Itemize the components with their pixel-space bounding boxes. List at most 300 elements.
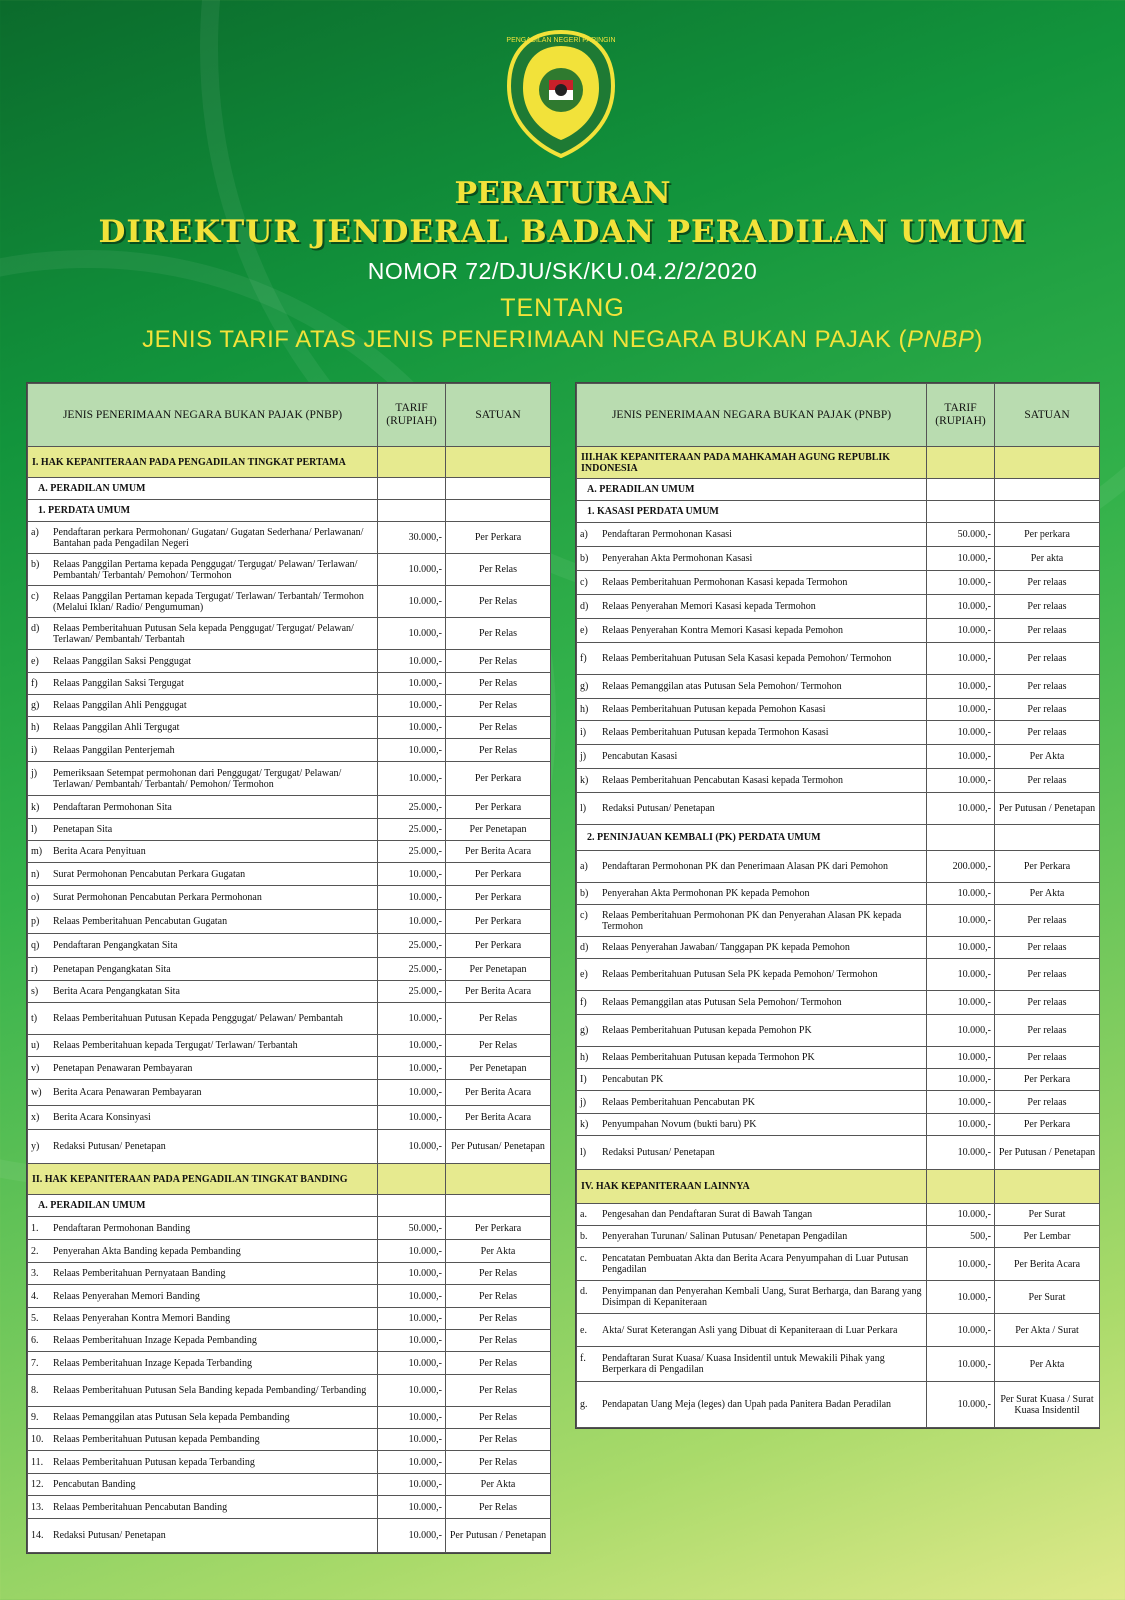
row-text: Pendaftaran perkara Permohonan/ Gugatan/ Gugatan Sederhana/ Perlawanan/ Bantahan pada Pengadilan Negeri bbox=[53, 526, 364, 549]
row-item bbox=[580, 969, 923, 980]
row-description bbox=[28, 1496, 378, 1519]
row-satuan: Per Relas bbox=[446, 1035, 551, 1057]
row-text: Penyerahan Akta Banding kepada Pembanding bbox=[53, 1245, 241, 1257]
row-tarif: 10.000,- bbox=[378, 1330, 446, 1352]
row-item bbox=[31, 1479, 374, 1490]
row-item bbox=[31, 1063, 374, 1074]
title-peraturan: PERATURAN bbox=[454, 176, 671, 211]
table-row bbox=[28, 863, 551, 886]
row-label: s) bbox=[31, 986, 39, 997]
row-text: Relaas Panggilan Saksi Tergugat bbox=[53, 678, 184, 689]
row-tarif: 10.000,- bbox=[927, 1314, 995, 1347]
row-text: Penetapan Penawaran Pembayaran bbox=[53, 1062, 193, 1074]
table-row bbox=[577, 991, 1100, 1015]
row-item bbox=[580, 751, 923, 762]
row-text: Pencabutan Banding bbox=[53, 1479, 136, 1490]
row-description bbox=[28, 673, 378, 695]
row-label: v) bbox=[31, 1062, 40, 1074]
table-row bbox=[28, 1285, 551, 1308]
row-description bbox=[577, 721, 927, 745]
row-item bbox=[31, 745, 374, 756]
row-item bbox=[580, 653, 923, 664]
col-header-jenis: JENIS PENERIMAAN NEGARA BUKAN PAJAK (PNBP) bbox=[577, 384, 927, 447]
row-tarif: 50.000,- bbox=[927, 523, 995, 547]
row-label: l) bbox=[580, 1147, 587, 1158]
row-satuan: Per Akta bbox=[995, 745, 1100, 769]
row-description bbox=[28, 796, 378, 819]
table-row bbox=[577, 959, 1100, 991]
row-text: Penyimpanan dan Penyerahan Kembali Uang, Surat Berharga, dan Barang yang Disimpan di Kepaniteraan bbox=[602, 1286, 922, 1308]
section-title: I. HAK KEPANITERAAN PADA PENGADILAN TINGKAT PERTAMA bbox=[28, 447, 378, 478]
tariff-table-left bbox=[26, 382, 551, 1554]
row-item bbox=[31, 892, 374, 903]
row-tarif: 10.000,- bbox=[378, 1035, 446, 1057]
row-text: Relaas Pemanggilan atas Putusan Sela kepada Pembanding bbox=[53, 1412, 290, 1423]
col-header-jenis: JENIS PENERIMAAN NEGARA BUKAN PAJAK (PNBP) bbox=[28, 384, 378, 447]
row-description bbox=[577, 523, 927, 547]
row-description bbox=[28, 554, 378, 586]
table-row bbox=[577, 851, 1100, 883]
row-tarif: 10.000,- bbox=[378, 1308, 446, 1330]
row-text: Relaas Pemanggilan atas Putusan Sela Pemohon/ Termohon bbox=[602, 681, 842, 692]
subsection-row bbox=[577, 479, 1100, 501]
row-item bbox=[31, 1385, 374, 1396]
table-row bbox=[577, 1226, 1100, 1248]
col-header-tarif: TARIF (RUPIAH) bbox=[927, 384, 995, 447]
row-label: f) bbox=[31, 678, 38, 689]
row-description bbox=[28, 717, 378, 739]
title-tentang: TENTANG bbox=[500, 294, 625, 322]
row-text: Relaas Pemberitahuan Putusan Sela Kasasi kepada Pemohon/ Termohon bbox=[602, 653, 892, 664]
row-description bbox=[577, 769, 927, 793]
row-tarif: 10.000,- bbox=[927, 1069, 995, 1091]
row-tarif: 500,- bbox=[927, 1226, 995, 1248]
row-description bbox=[577, 1204, 927, 1226]
title-nomor: NOMOR 72/DJU/SK/KU.04.2/2/2020 bbox=[367, 258, 758, 284]
row-label: k) bbox=[580, 1119, 589, 1130]
empty-cell bbox=[927, 501, 995, 523]
row-text: Pencabutan PK bbox=[602, 1074, 664, 1085]
row-description bbox=[577, 699, 927, 721]
row-description bbox=[28, 1240, 378, 1263]
table-row bbox=[28, 717, 551, 739]
row-satuan: Per relaas bbox=[995, 769, 1100, 793]
row-description bbox=[28, 1474, 378, 1496]
row-tarif: 10.000,- bbox=[927, 937, 995, 959]
row-tarif: 10.000,- bbox=[378, 586, 446, 618]
row-label: u) bbox=[31, 1040, 40, 1051]
empty-cell bbox=[995, 1170, 1100, 1204]
subsection-title: 1. KASASI PERDATA UMUM bbox=[577, 501, 927, 523]
row-tarif: 10.000,- bbox=[378, 1352, 446, 1375]
row-satuan: Per relaas bbox=[995, 1047, 1100, 1069]
table-row bbox=[577, 1015, 1100, 1047]
row-tarif: 10.000,- bbox=[927, 1091, 995, 1114]
table-row bbox=[28, 618, 551, 650]
empty-cell bbox=[995, 447, 1100, 479]
subsection-row bbox=[28, 478, 551, 500]
row-text: Pendaftaran Permohonan PK dan Penerimaan Alasan PK dari Pemohon bbox=[602, 861, 889, 872]
row-item bbox=[31, 986, 374, 997]
row-item bbox=[31, 656, 374, 667]
row-description bbox=[577, 675, 927, 699]
row-label: c) bbox=[31, 590, 39, 602]
row-tarif: 10.000,- bbox=[927, 1347, 995, 1382]
row-item bbox=[31, 678, 374, 689]
row-satuan: Per relaas bbox=[995, 643, 1100, 675]
row-item bbox=[580, 1147, 923, 1158]
row-text: Relaas Pemberitahuan Pencabutan Gugatan bbox=[53, 916, 228, 927]
row-tarif: 10.000,- bbox=[378, 1130, 446, 1164]
row-text: Berita Acara Pengangkatan Sita bbox=[53, 986, 180, 997]
row-satuan: Per Perkara bbox=[995, 1114, 1100, 1136]
row-item bbox=[580, 1074, 923, 1085]
table-row bbox=[28, 1407, 551, 1429]
table-row bbox=[28, 934, 551, 958]
table-row bbox=[28, 1263, 551, 1285]
table-row bbox=[577, 619, 1100, 643]
row-tarif: 10.000,- bbox=[378, 910, 446, 934]
row-tarif: 25.000,- bbox=[378, 981, 446, 1003]
row-tarif: 10.000,- bbox=[378, 1285, 446, 1308]
row-description bbox=[28, 1407, 378, 1429]
row-description bbox=[577, 1382, 927, 1428]
empty-cell bbox=[378, 447, 446, 478]
row-description bbox=[28, 1106, 378, 1130]
row-satuan: Per relaas bbox=[995, 619, 1100, 643]
table-row bbox=[28, 650, 551, 673]
row-item bbox=[580, 727, 923, 738]
row-item bbox=[31, 1087, 374, 1098]
table-row bbox=[577, 1314, 1100, 1347]
row-text: Relaas Pemberitahuan Inzage Kepada Pembanding bbox=[53, 1335, 257, 1346]
row-label: y) bbox=[31, 1141, 40, 1152]
row-description bbox=[28, 1352, 378, 1375]
row-tarif: 10.000,- bbox=[927, 675, 995, 699]
row-text: Pendaftaran Permohonan Kasasi bbox=[602, 529, 732, 540]
row-item bbox=[31, 1268, 374, 1279]
row-tarif: 10.000,- bbox=[927, 1248, 995, 1281]
row-satuan: Per Relas bbox=[446, 1429, 551, 1451]
section-row bbox=[577, 1170, 1100, 1204]
row-text: Relaas Penyerahan Memori Banding bbox=[53, 1290, 200, 1302]
row-label: f. bbox=[580, 1353, 586, 1364]
row-text: Penetapan Sita bbox=[53, 824, 113, 835]
row-tarif: 10.000,- bbox=[927, 1015, 995, 1047]
row-satuan: Per Relas bbox=[446, 717, 551, 739]
row-text: Surat Permohonan Pencabutan Perkara Gugatan bbox=[53, 868, 246, 880]
row-text: Relaas Pemberitahuan Pernyataan Banding bbox=[53, 1268, 226, 1279]
row-label: e) bbox=[31, 655, 39, 667]
subsection-row bbox=[577, 825, 1100, 851]
table-row bbox=[28, 554, 551, 586]
row-tarif: 10.000,- bbox=[378, 1003, 446, 1035]
table-row bbox=[28, 1330, 551, 1352]
table-row bbox=[28, 1240, 551, 1263]
row-tarif: 10.000,- bbox=[927, 1047, 995, 1069]
row-satuan: Per Relas bbox=[446, 1003, 551, 1035]
row-satuan: Per relaas bbox=[995, 937, 1100, 959]
row-label: f) bbox=[580, 653, 587, 664]
table-row bbox=[577, 905, 1100, 937]
table-row bbox=[577, 699, 1100, 721]
row-item bbox=[580, 1097, 923, 1108]
row-label: b) bbox=[31, 558, 40, 570]
row-description bbox=[28, 1057, 378, 1080]
row-text: Relaas Panggilan Penterjemah bbox=[53, 744, 175, 756]
row-label: f) bbox=[580, 997, 587, 1008]
col-header-satuan: SATUAN bbox=[995, 384, 1100, 447]
table-row bbox=[577, 883, 1100, 905]
row-description bbox=[28, 958, 378, 981]
subsection-row bbox=[28, 1195, 551, 1217]
row-tarif: 10.000,- bbox=[927, 1281, 995, 1314]
row-description bbox=[577, 1136, 927, 1170]
row-description bbox=[577, 937, 927, 959]
table-row bbox=[577, 793, 1100, 825]
row-satuan: Per Lembar bbox=[995, 1226, 1100, 1248]
row-tarif: 10.000,- bbox=[378, 886, 446, 910]
row-tarif: 10.000,- bbox=[378, 650, 446, 673]
row-tarif: 10.000,- bbox=[378, 554, 446, 586]
table-row bbox=[28, 1035, 551, 1057]
logo-ring-text: PENGADILAN NEGERI PARINGIN bbox=[506, 37, 616, 44]
row-item bbox=[31, 591, 374, 613]
row-satuan: Per Putusan / Penetapan bbox=[995, 793, 1100, 825]
row-description bbox=[577, 1069, 927, 1091]
row-text: Relaas Pemberitahuan kepada Tergugat/ Terlawan/ Terbantah bbox=[53, 1040, 298, 1051]
table-row bbox=[28, 910, 551, 934]
row-label: r) bbox=[31, 963, 38, 975]
row-item bbox=[580, 803, 923, 814]
row-description bbox=[577, 643, 927, 675]
row-tarif: 25.000,- bbox=[378, 819, 446, 841]
row-tarif: 10.000,- bbox=[927, 1204, 995, 1226]
table-row bbox=[577, 1114, 1100, 1136]
row-label: m) bbox=[31, 846, 43, 857]
row-tarif: 10.000,- bbox=[927, 905, 995, 937]
row-item bbox=[580, 1209, 923, 1220]
row-satuan: Per relaas bbox=[995, 699, 1100, 721]
row-item bbox=[31, 1112, 374, 1123]
row-text: Redaksi Putusan/ Penetapan bbox=[602, 803, 715, 814]
row-item bbox=[31, 824, 374, 835]
row-label: b. bbox=[580, 1231, 588, 1242]
row-description bbox=[577, 851, 927, 883]
row-label: a. bbox=[580, 1209, 587, 1220]
empty-cell bbox=[927, 825, 995, 851]
table-row bbox=[28, 1217, 551, 1240]
row-description bbox=[28, 1003, 378, 1035]
row-tarif: 10.000,- bbox=[927, 547, 995, 571]
section-title: III.HAK KEPANITERAAN PADA MAHKAMAH AGUNG REPUBLIK INDONESIA bbox=[577, 447, 927, 479]
row-satuan: Per Perkara bbox=[446, 886, 551, 910]
row-tarif: 10.000,- bbox=[378, 618, 446, 650]
row-item bbox=[31, 1434, 374, 1445]
row-satuan: Per Akta bbox=[995, 1347, 1100, 1382]
row-item bbox=[580, 625, 923, 636]
row-text: Pemeriksaan Setempat permohonan dari Penggugat/ Tergugat/ Pelawan/ Terlawan/ Pembantah/ Terbantah/ Pemohon/ Termohon bbox=[53, 767, 342, 790]
table-row bbox=[28, 1308, 551, 1330]
row-description bbox=[28, 1451, 378, 1474]
row-tarif: 10.000,- bbox=[927, 571, 995, 595]
table-row bbox=[28, 1519, 551, 1553]
row-tarif: 25.000,- bbox=[378, 841, 446, 863]
table-row bbox=[28, 1429, 551, 1451]
row-label: 14. bbox=[31, 1530, 44, 1541]
row-item bbox=[580, 601, 923, 612]
row-satuan: Per Surat bbox=[995, 1281, 1100, 1314]
row-satuan: Per Surat bbox=[995, 1204, 1100, 1226]
row-label: d) bbox=[31, 622, 40, 634]
row-label: w) bbox=[31, 1087, 42, 1098]
row-label: h) bbox=[31, 722, 40, 733]
table-row bbox=[28, 673, 551, 695]
row-item bbox=[580, 1253, 923, 1275]
table-row bbox=[577, 547, 1100, 571]
row-text: Relaas Pemberitahuan Putusan Sela kepada Penggugat/ Tergugat/ Pelawan/ Terlawan/ Pembantah/ Terbantah bbox=[53, 622, 354, 645]
row-description bbox=[577, 1248, 927, 1281]
table-row bbox=[28, 1057, 551, 1080]
row-description bbox=[28, 762, 378, 796]
row-label: 10. bbox=[31, 1434, 44, 1445]
table-row bbox=[577, 1069, 1100, 1091]
row-satuan: Per Relas bbox=[446, 1308, 551, 1330]
row-description bbox=[28, 1263, 378, 1285]
title-jenis-pre: JENIS TARIF ATAS JENIS PENERIMAAN NEGARA BUKAN PAJAK ( bbox=[142, 326, 908, 353]
row-description bbox=[577, 1347, 927, 1382]
row-text: Pendapatan Uang Meja (leges) dan Upah pada Panitera Badan Peradilan bbox=[602, 1399, 892, 1410]
row-description bbox=[577, 959, 927, 991]
row-label: k) bbox=[31, 801, 40, 813]
right-table-body bbox=[577, 447, 1100, 1428]
row-satuan: Per Relas bbox=[446, 1330, 551, 1352]
row-tarif: 10.000,- bbox=[378, 1240, 446, 1263]
row-tarif: 10.000,- bbox=[378, 673, 446, 695]
row-tarif: 10.000,- bbox=[927, 959, 995, 991]
row-satuan: Per Penetapan bbox=[446, 819, 551, 841]
row-label: o) bbox=[31, 892, 40, 903]
table-row bbox=[28, 1003, 551, 1035]
empty-cell bbox=[378, 1164, 446, 1195]
row-satuan: Per relaas bbox=[995, 595, 1100, 619]
row-label: c. bbox=[580, 1253, 587, 1264]
row-text: Pencatatan Pembuatan Akta dan Berita Acara Penyumpahan di Luar Putusan Pengadilan bbox=[602, 1253, 909, 1275]
row-satuan: Per Relas bbox=[446, 586, 551, 618]
table-row bbox=[28, 1106, 551, 1130]
row-text: Relaas Penyerahan Kontra Memori Kasasi kepada Pemohon bbox=[602, 625, 844, 636]
row-text: Penyerahan Akta Permohonan Kasasi bbox=[602, 553, 753, 564]
row-satuan: Per Surat Kuasa / Surat Kuasa Insidentil bbox=[995, 1382, 1100, 1428]
table-row bbox=[28, 819, 551, 841]
section-title: II. HAK KEPANITERAAN PADA PENGADILAN TINGKAT BANDING bbox=[28, 1164, 378, 1195]
table-row bbox=[577, 1204, 1100, 1226]
row-satuan: Per Perkara bbox=[446, 762, 551, 796]
row-description bbox=[28, 819, 378, 841]
row-tarif: 10.000,- bbox=[927, 643, 995, 675]
row-text: Relaas Penyerahan Memori Kasasi kepada Termohon bbox=[602, 601, 816, 612]
row-tarif: 10.000,- bbox=[378, 1451, 446, 1474]
row-item bbox=[31, 1040, 374, 1051]
row-item bbox=[31, 1013, 374, 1024]
row-description bbox=[577, 1091, 927, 1114]
row-satuan: Per Penetapan bbox=[446, 958, 551, 981]
row-label: h) bbox=[580, 1052, 589, 1063]
row-item bbox=[580, 942, 923, 953]
empty-cell bbox=[446, 478, 551, 500]
row-description bbox=[28, 1130, 378, 1164]
row-description bbox=[28, 910, 378, 934]
row-satuan: Per Perkara bbox=[446, 863, 551, 886]
row-label: 3. bbox=[31, 1268, 39, 1279]
row-label: n) bbox=[31, 868, 40, 880]
empty-cell bbox=[995, 825, 1100, 851]
row-description bbox=[28, 934, 378, 958]
table-row bbox=[28, 1375, 551, 1407]
row-satuan: Per Akta bbox=[995, 883, 1100, 905]
row-text: Redaksi Putusan/ Penetapan bbox=[602, 1147, 715, 1158]
row-label: h) bbox=[580, 704, 589, 715]
row-item bbox=[580, 1052, 923, 1063]
table-row bbox=[577, 1248, 1100, 1281]
row-tarif: 10.000,- bbox=[927, 883, 995, 905]
row-satuan: Per Perkara bbox=[446, 910, 551, 934]
row-text: Relaas Pemberitahuan Pencabutan PK bbox=[602, 1096, 756, 1108]
section-row bbox=[577, 447, 1100, 479]
row-satuan: Per Berita Acara bbox=[446, 981, 551, 1003]
row-label: g) bbox=[31, 700, 40, 711]
row-description bbox=[577, 595, 927, 619]
table-row bbox=[28, 1080, 551, 1106]
row-text: Relaas Penyerahan Jawaban/ Tanggapan PK kepada Pemohon bbox=[602, 942, 850, 953]
subsection-row bbox=[577, 501, 1100, 523]
row-tarif: 50.000,- bbox=[378, 1217, 446, 1240]
table-row bbox=[28, 762, 551, 796]
row-satuan: Per Berita Acara bbox=[446, 1080, 551, 1106]
empty-cell bbox=[446, 500, 551, 522]
row-item bbox=[580, 775, 923, 786]
row-text: Penetapan Pengangkatan Sita bbox=[53, 963, 171, 975]
row-label: I) bbox=[580, 1074, 587, 1085]
row-text: Penyumpahan Novum (bukti baru) PK bbox=[602, 1119, 757, 1130]
row-item bbox=[580, 861, 923, 872]
row-satuan: Per Perkara bbox=[446, 522, 551, 554]
row-tarif: 10.000,- bbox=[378, 1474, 446, 1496]
table-row bbox=[28, 739, 551, 762]
row-description bbox=[577, 571, 927, 595]
row-text: Redaksi Putusan/ Penetapan bbox=[53, 1141, 166, 1152]
row-text: Relaas Panggilan Ahli Tergugat bbox=[53, 722, 180, 733]
row-item bbox=[580, 529, 923, 540]
row-satuan: Per Perkara bbox=[446, 796, 551, 819]
row-item bbox=[31, 1412, 374, 1423]
row-satuan: Per Akta bbox=[446, 1240, 551, 1263]
row-label: i) bbox=[580, 727, 587, 738]
table-row bbox=[577, 769, 1100, 793]
row-satuan: Per Relas bbox=[446, 1375, 551, 1407]
row-description bbox=[577, 1281, 927, 1314]
row-label: d. bbox=[580, 1286, 588, 1297]
row-description bbox=[28, 886, 378, 910]
row-tarif: 10.000,- bbox=[378, 695, 446, 717]
table-row bbox=[28, 1474, 551, 1496]
table-row bbox=[28, 796, 551, 819]
row-label: 2. bbox=[31, 1245, 39, 1257]
row-satuan: Per Relas bbox=[446, 695, 551, 717]
row-description bbox=[577, 991, 927, 1015]
row-description bbox=[28, 586, 378, 618]
table-row bbox=[577, 721, 1100, 745]
